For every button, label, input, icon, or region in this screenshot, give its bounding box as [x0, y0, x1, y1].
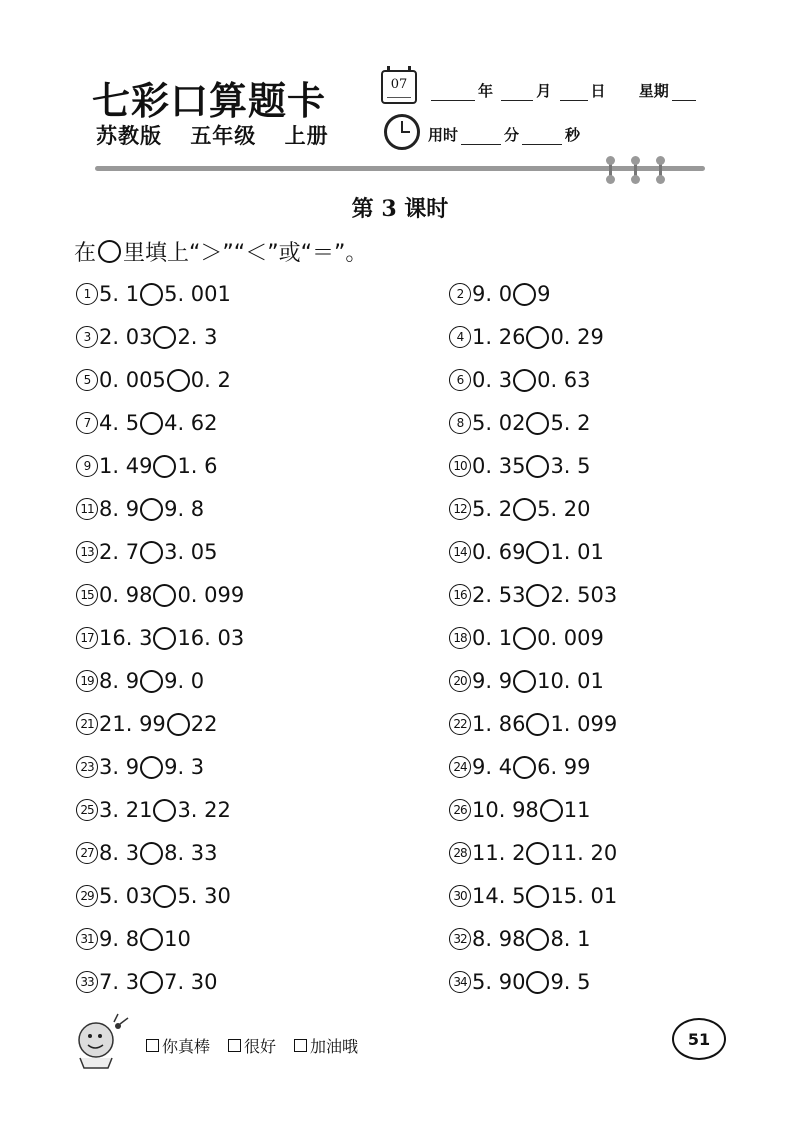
problem-number: 16 — [449, 584, 471, 606]
right-operand: 0. 009 — [537, 626, 604, 650]
right-operand: 10 — [164, 927, 191, 951]
problem-number: 25 — [76, 799, 98, 821]
left-operand: 5. 03 — [99, 884, 153, 908]
self-rating — [146, 1034, 376, 1057]
problem-item — [449, 538, 604, 566]
right-operand: 22 — [190, 712, 218, 736]
right-operand: 3. 22 — [177, 798, 231, 822]
answer-circle[interactable] — [526, 928, 549, 951]
problem-number: 33 — [76, 971, 98, 993]
problem-item — [76, 667, 204, 695]
problem-item — [76, 280, 231, 308]
right-operand: 2. 503 — [550, 583, 618, 607]
year-blank[interactable] — [431, 86, 475, 101]
minute-blank[interactable] — [461, 130, 501, 145]
problem-item — [449, 839, 617, 867]
weekday-blank[interactable] — [672, 86, 696, 101]
problem-number: 14 — [449, 541, 471, 563]
problem-item — [449, 925, 591, 953]
problem-item — [449, 796, 591, 824]
problem-number: 2 — [449, 283, 471, 305]
problem-item — [76, 710, 218, 738]
left-operand: 16. 3 — [99, 626, 153, 650]
problem-number: 26 — [449, 799, 471, 821]
problem-number: 17 — [76, 627, 98, 649]
problem-number: 34 — [449, 971, 471, 993]
day-label: 日 — [590, 82, 606, 100]
lesson-title: 第 3 课时 — [351, 196, 449, 222]
problem-number: 1 — [76, 283, 98, 305]
left-operand: 5. 02 — [472, 411, 526, 435]
right-operand: 5. 001 — [164, 282, 231, 306]
answer-circle[interactable] — [153, 326, 176, 349]
problem-number: 18 — [449, 627, 471, 649]
problem-number: 10 — [449, 455, 471, 477]
answer-circle[interactable] — [140, 283, 163, 306]
left-operand: 8. 3 — [99, 841, 140, 865]
problem-number: 8 — [449, 412, 471, 434]
right-operand: 9. 3 — [164, 755, 205, 779]
left-operand: 8. 98 — [472, 927, 526, 951]
right-operand: 5. 2 — [550, 411, 591, 435]
left-operand: 0. 3 — [472, 368, 513, 392]
left-operand: 1. 86 — [472, 712, 526, 736]
answer-circle[interactable] — [526, 584, 549, 607]
problem-item — [76, 839, 218, 867]
left-operand: 2. 03 — [99, 325, 153, 349]
left-operand: 1. 49 — [99, 454, 153, 478]
right-operand: 1. 099 — [550, 712, 618, 736]
problem-number: 12 — [449, 498, 471, 520]
day-blank[interactable] — [560, 86, 588, 101]
left-operand: 0. 98 — [99, 583, 153, 607]
problem-number: 28 — [449, 842, 471, 864]
problem-item — [76, 538, 218, 566]
problem-item — [449, 581, 617, 609]
instruction — [74, 236, 367, 267]
right-operand: 11 — [563, 798, 591, 822]
answer-circle[interactable] — [153, 885, 176, 908]
problem-number: 24 — [449, 756, 471, 778]
right-operand: 16. 03 — [177, 626, 245, 650]
left-operand: 0. 1 — [472, 626, 513, 650]
rating-option-keep-going[interactable] — [294, 1034, 358, 1057]
calendar-number: 07 — [390, 77, 408, 92]
answer-circle[interactable] — [526, 713, 549, 736]
answer-circle[interactable] — [167, 713, 190, 736]
answer-circle[interactable] — [513, 283, 536, 306]
answer-circle[interactable] — [513, 627, 536, 650]
date-fields — [428, 80, 699, 101]
right-operand: 0. 2 — [190, 368, 231, 392]
left-operand: 5. 90 — [472, 970, 526, 994]
right-operand: 9 — [537, 282, 551, 306]
answer-circle[interactable] — [540, 799, 563, 822]
problem-number: 30 — [449, 885, 471, 907]
left-operand: 3. 9 — [99, 755, 140, 779]
answer-circle[interactable] — [140, 756, 163, 779]
left-operand: 9. 0 — [472, 282, 513, 306]
answer-circle[interactable] — [140, 928, 163, 951]
answer-circle[interactable] — [140, 412, 163, 435]
problem-number: 6 — [449, 369, 471, 391]
rating-label: 很好 — [244, 1037, 277, 1056]
problem-number: 32 — [449, 928, 471, 950]
answer-circle[interactable] — [526, 326, 549, 349]
problem-number: 29 — [76, 885, 98, 907]
right-operand: 3. 05 — [164, 540, 218, 564]
left-operand: 9. 9 — [472, 669, 513, 693]
problem-item — [449, 968, 591, 996]
left-operand: 2. 53 — [472, 583, 526, 607]
calendar-icon — [381, 70, 417, 104]
right-operand: 5. 20 — [537, 497, 591, 521]
right-operand: 3. 5 — [550, 454, 591, 478]
left-operand: 5. 1 — [99, 282, 140, 306]
problem-item — [449, 495, 591, 523]
problem-item — [76, 409, 218, 437]
rivet-icon — [609, 158, 612, 182]
rivet-icon — [659, 158, 662, 182]
problem-item — [76, 323, 218, 351]
problem-item — [449, 366, 591, 394]
header-divider — [95, 166, 705, 171]
problem-item — [449, 710, 617, 738]
problem-item — [449, 753, 591, 781]
answer-circle[interactable] — [513, 756, 536, 779]
right-operand: 4. 62 — [164, 411, 218, 435]
problem-number: 5 — [76, 369, 98, 391]
left-operand: 0. 005 — [99, 368, 166, 392]
checkbox-icon[interactable] — [146, 1039, 159, 1052]
problem-item — [76, 366, 231, 394]
answer-circle[interactable] — [526, 971, 549, 994]
right-operand: 7. 30 — [164, 970, 218, 994]
right-operand: 1. 6 — [177, 454, 218, 478]
left-operand: 11. 2 — [472, 841, 526, 865]
year-label: 年 — [478, 82, 494, 100]
rating-option-good[interactable] — [228, 1034, 276, 1057]
problem-number: 11 — [76, 498, 98, 520]
left-operand: 8. 9 — [99, 669, 140, 693]
problem-number: 21 — [76, 713, 98, 735]
right-operand: 9. 8 — [164, 497, 205, 521]
right-operand: 5. 30 — [177, 884, 231, 908]
edition-publisher: 苏教版 — [96, 124, 162, 148]
right-operand: 8. 33 — [164, 841, 218, 865]
answer-circle[interactable] — [526, 541, 549, 564]
problem-number: 13 — [76, 541, 98, 563]
problem-item — [76, 624, 244, 652]
problem-item — [449, 409, 591, 437]
right-operand: 15. 01 — [550, 884, 618, 908]
problem-number: 23 — [76, 756, 98, 778]
problem-number: 20 — [449, 670, 471, 692]
right-operand: 8. 1 — [550, 927, 591, 951]
month-blank[interactable] — [501, 86, 533, 101]
edition-volume: 上册 — [284, 124, 329, 148]
second-label: 秒 — [565, 126, 581, 144]
answer-circle[interactable] — [513, 369, 536, 392]
right-operand: 9. 5 — [550, 970, 591, 994]
right-operand: 0. 099 — [177, 583, 245, 607]
checkbox-icon[interactable] — [228, 1039, 241, 1052]
rating-option-great[interactable] — [146, 1034, 210, 1057]
left-operand: 3. 21 — [99, 798, 153, 822]
problem-item — [76, 495, 204, 523]
problem-number: 15 — [76, 584, 98, 606]
answer-circle[interactable] — [513, 670, 536, 693]
checkbox-icon[interactable] — [294, 1039, 307, 1052]
rating-label: 加油哦 — [310, 1037, 359, 1056]
problem-item — [449, 624, 604, 652]
left-operand: 10. 98 — [472, 798, 539, 822]
answer-circle[interactable] — [526, 885, 549, 908]
problem-number: 4 — [449, 326, 471, 348]
right-operand: 1. 01 — [550, 540, 604, 564]
left-operand: 9. 8 — [99, 927, 140, 951]
answer-circle[interactable] — [153, 627, 176, 650]
problem-item — [449, 667, 604, 695]
minute-label: 分 — [504, 126, 520, 144]
answer-circle[interactable] — [140, 842, 163, 865]
problem-item — [449, 882, 617, 910]
book-logo: 七彩口算题卡 — [92, 78, 327, 123]
answer-circle[interactable] — [526, 842, 549, 865]
answer-circle[interactable] — [526, 455, 549, 478]
problem-number: 7 — [76, 412, 98, 434]
answer-circle-icon — [98, 240, 121, 263]
problem-item — [449, 452, 591, 480]
answer-circle[interactable] — [513, 498, 536, 521]
right-operand: 10. 01 — [537, 669, 604, 693]
problem-item — [76, 581, 244, 609]
problem-number: 22 — [449, 713, 471, 735]
left-operand: 21. 99 — [99, 712, 166, 736]
left-operand: 4. 5 — [99, 411, 140, 435]
page-number: 51 — [672, 1018, 726, 1060]
answer-circle[interactable] — [153, 584, 176, 607]
problem-item — [76, 753, 204, 781]
answer-circle[interactable] — [526, 412, 549, 435]
edition-info — [96, 120, 349, 150]
answer-circle[interactable] — [140, 498, 163, 521]
instruction-suffix: 里填上“＞”“＜”或“＝”。 — [123, 241, 368, 266]
right-operand: 0. 29 — [550, 325, 604, 349]
left-operand: 1. 26 — [472, 325, 526, 349]
right-operand: 0. 63 — [537, 368, 591, 392]
left-operand: 14. 5 — [472, 884, 526, 908]
edition-grade: 五年级 — [190, 124, 257, 148]
right-operand: 9. 0 — [164, 669, 205, 693]
clock-icon — [384, 114, 420, 150]
left-operand: 0. 69 — [472, 540, 526, 564]
mascot-icon — [70, 1010, 132, 1070]
answer-circle[interactable] — [167, 369, 190, 392]
problem-number: 19 — [76, 670, 98, 692]
rivet-icon — [634, 158, 637, 182]
left-operand: 8. 9 — [99, 497, 140, 521]
time-fields — [428, 124, 580, 145]
left-operand: 5. 2 — [472, 497, 513, 521]
answer-circle[interactable] — [153, 799, 176, 822]
problem-item — [76, 796, 231, 824]
answer-circle[interactable] — [140, 541, 163, 564]
answer-circle[interactable] — [153, 455, 176, 478]
problem-item — [449, 323, 604, 351]
second-blank[interactable] — [522, 130, 562, 145]
left-operand: 0. 35 — [472, 454, 526, 478]
problem-number: 31 — [76, 928, 98, 950]
left-operand: 9. 4 — [472, 755, 513, 779]
answer-circle[interactable] — [140, 670, 163, 693]
problem-item — [76, 882, 231, 910]
month-label: 月 — [536, 82, 552, 100]
rating-label: 你真棒 — [162, 1037, 211, 1056]
right-operand: 2. 3 — [177, 325, 218, 349]
time-used-label: 用时 — [428, 126, 459, 144]
problem-item — [76, 925, 191, 953]
left-operand: 7. 3 — [99, 970, 140, 994]
answer-circle[interactable] — [140, 971, 163, 994]
right-operand: 11. 20 — [550, 841, 618, 865]
instruction-prefix: 在 — [74, 241, 97, 266]
problem-item — [76, 452, 218, 480]
problem-number: 27 — [76, 842, 98, 864]
problem-number: 3 — [76, 326, 98, 348]
problem-number: 9 — [76, 455, 98, 477]
problem-item — [76, 968, 218, 996]
right-operand: 6. 99 — [537, 755, 591, 779]
weekday-label: 星期 — [638, 82, 669, 100]
problem-item — [449, 280, 550, 308]
left-operand: 2. 7 — [99, 540, 140, 564]
